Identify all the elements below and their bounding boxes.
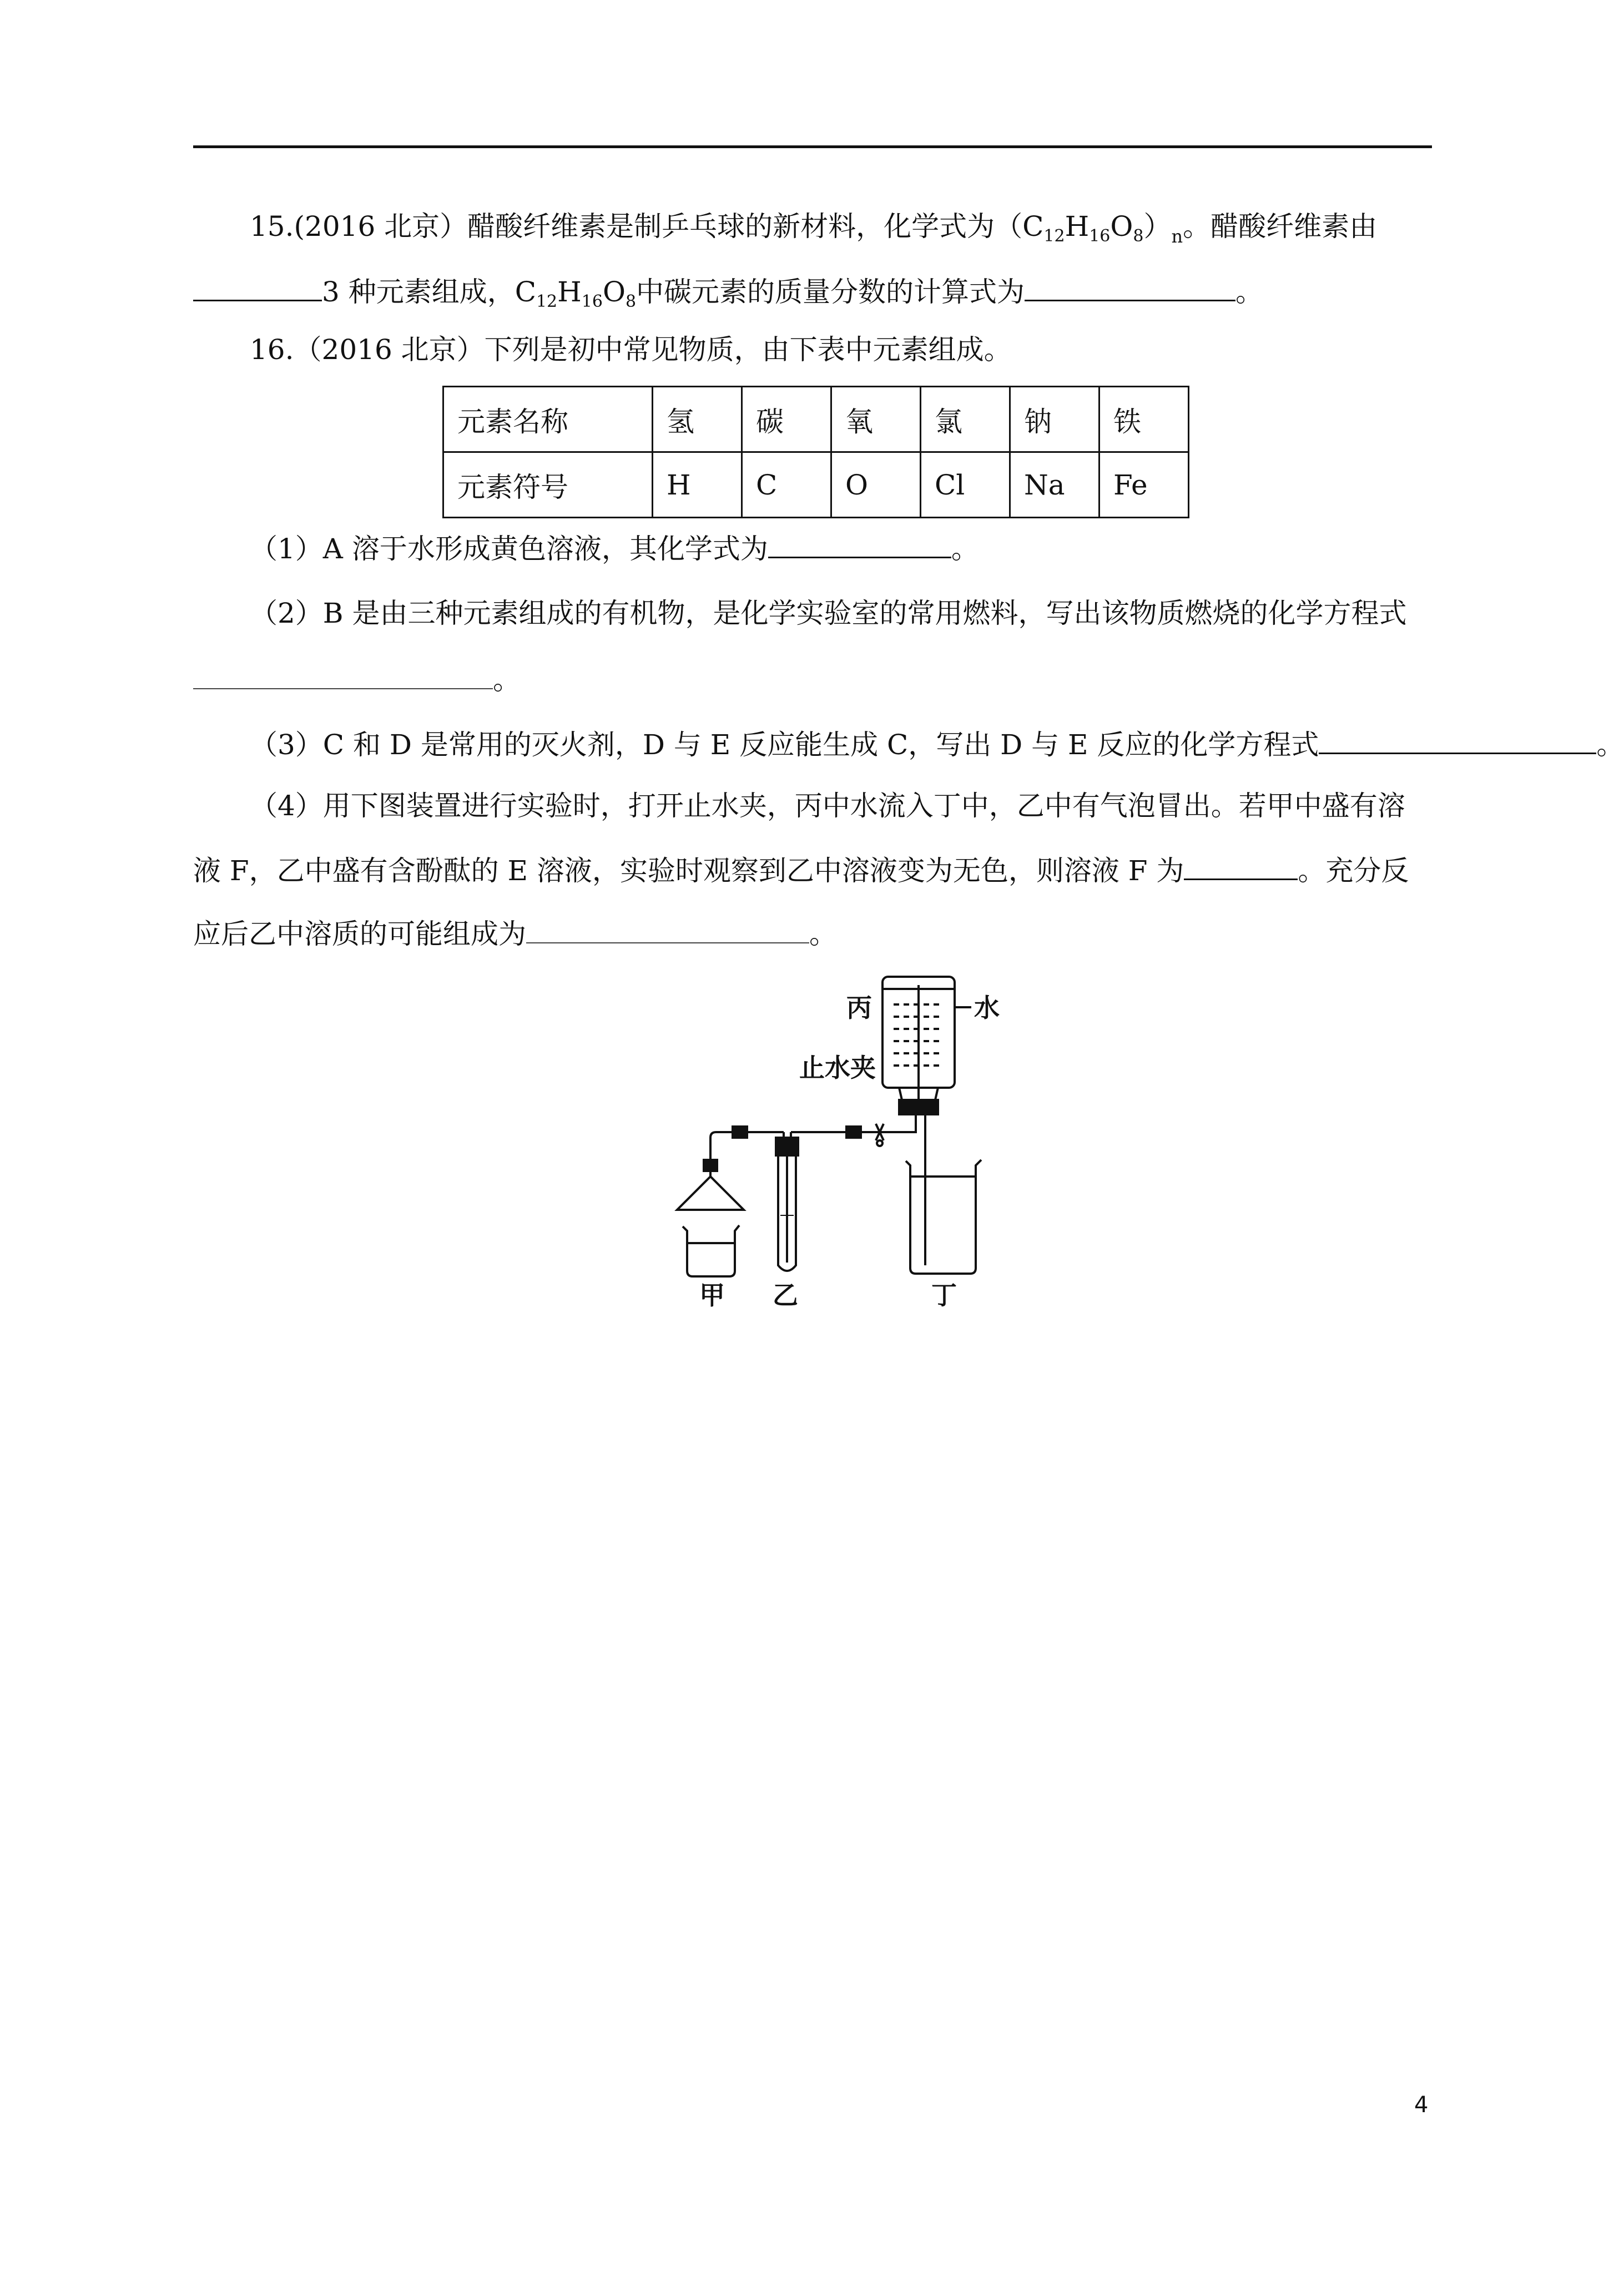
q16-part1: （1）A 溶于水形成黄色溶液，其化学式为 。 <box>250 530 979 566</box>
table-cell: H <box>653 452 742 518</box>
q16-part4-line1: （4）用下图装置进行实验时，打开止水夹，丙中水流入丁中，乙中有气泡冒出。若甲中盛有溶 <box>250 790 1405 822</box>
label-ding: 丁 <box>931 1280 957 1310</box>
q16-part4-line2: 液 F，乙中盛有含酚酞的 E 溶液，实验时观察到乙中溶液变为无色，则溶液 F 为 。充分反 <box>193 852 1409 887</box>
table-cell: 铁 <box>1100 387 1189 452</box>
q16-intro: 16.（2016 北京）下列是初中常见物质，由下表中元素组成。 <box>250 334 1012 366</box>
table-cell: 碳 <box>742 387 831 452</box>
q16-part2: （2）B 是由三种元素组成的有机物，是化学实验室的常用燃料，写出该物质燃烧的化学方程式 <box>250 597 1407 629</box>
q16-part4-line3: 应后乙中溶质的可能组成为 。 <box>193 916 837 951</box>
table-cell: 钠 <box>1010 387 1100 452</box>
q16-blank-1[interactable] <box>768 530 951 558</box>
element-table <box>442 386 1189 518</box>
table-cell: O <box>831 452 921 518</box>
table-row <box>443 452 1189 518</box>
label-clamp: 止水夹 <box>799 1053 876 1083</box>
table-cell: Cl <box>921 452 1010 518</box>
test-tube-yi <box>776 1132 838 1271</box>
funnel-jia <box>677 1177 744 1276</box>
q15-blank-elements[interactable] <box>193 273 322 301</box>
table-cell: C <box>742 452 831 518</box>
header-rule <box>193 145 1432 148</box>
table-row <box>443 387 1189 452</box>
table-cell: 氢 <box>653 387 742 452</box>
q15-line1: 15.(2016 北京）醋酸纤维素是制乒乓球的新材料，化学式为$(C_{12}H_{16}O_8)_n$。醋酸纤维素由 <box>250 210 1378 247</box>
apparatus-diagram <box>655 955 1110 1310</box>
row-header-name: 元素名称 <box>443 387 653 452</box>
q16-blank-5[interactable] <box>526 916 809 943</box>
label-jia: 甲 <box>699 1280 725 1310</box>
table-cell: Fe <box>1100 452 1189 518</box>
clamp <box>876 1124 884 1146</box>
label-water: 水 <box>974 993 1000 1023</box>
q16-blank-4[interactable] <box>1184 852 1298 880</box>
row-header-symbol: 元素符号 <box>443 452 653 518</box>
q15-line2: 3 种元素组成，$C_{12}H_{16}O_8$中碳元素的质量分数的计算式为 。 <box>193 273 1263 309</box>
q16-blank-3[interactable] <box>1319 726 1596 754</box>
table-cell: 氯 <box>921 387 1010 452</box>
page-number: 4 <box>1414 2092 1429 2118</box>
table-cell: Na <box>1010 452 1100 518</box>
bottle-bing <box>882 977 971 1114</box>
q16-part3: （3）C 和 D 是常用的灭火剂，D 与 E 反应能生成 C，写出 D 与 E 反应的化学方程式 。 <box>250 726 1624 761</box>
q15-blank-formula[interactable] <box>1025 273 1235 301</box>
q16-part2-cont: 。 <box>193 662 521 696</box>
label-bing: 丙 <box>846 993 872 1023</box>
beaker-ding <box>906 1160 981 1274</box>
q16-blank-2[interactable] <box>193 662 493 689</box>
table-cell: 氧 <box>831 387 921 452</box>
label-yi: 乙 <box>773 1280 798 1310</box>
